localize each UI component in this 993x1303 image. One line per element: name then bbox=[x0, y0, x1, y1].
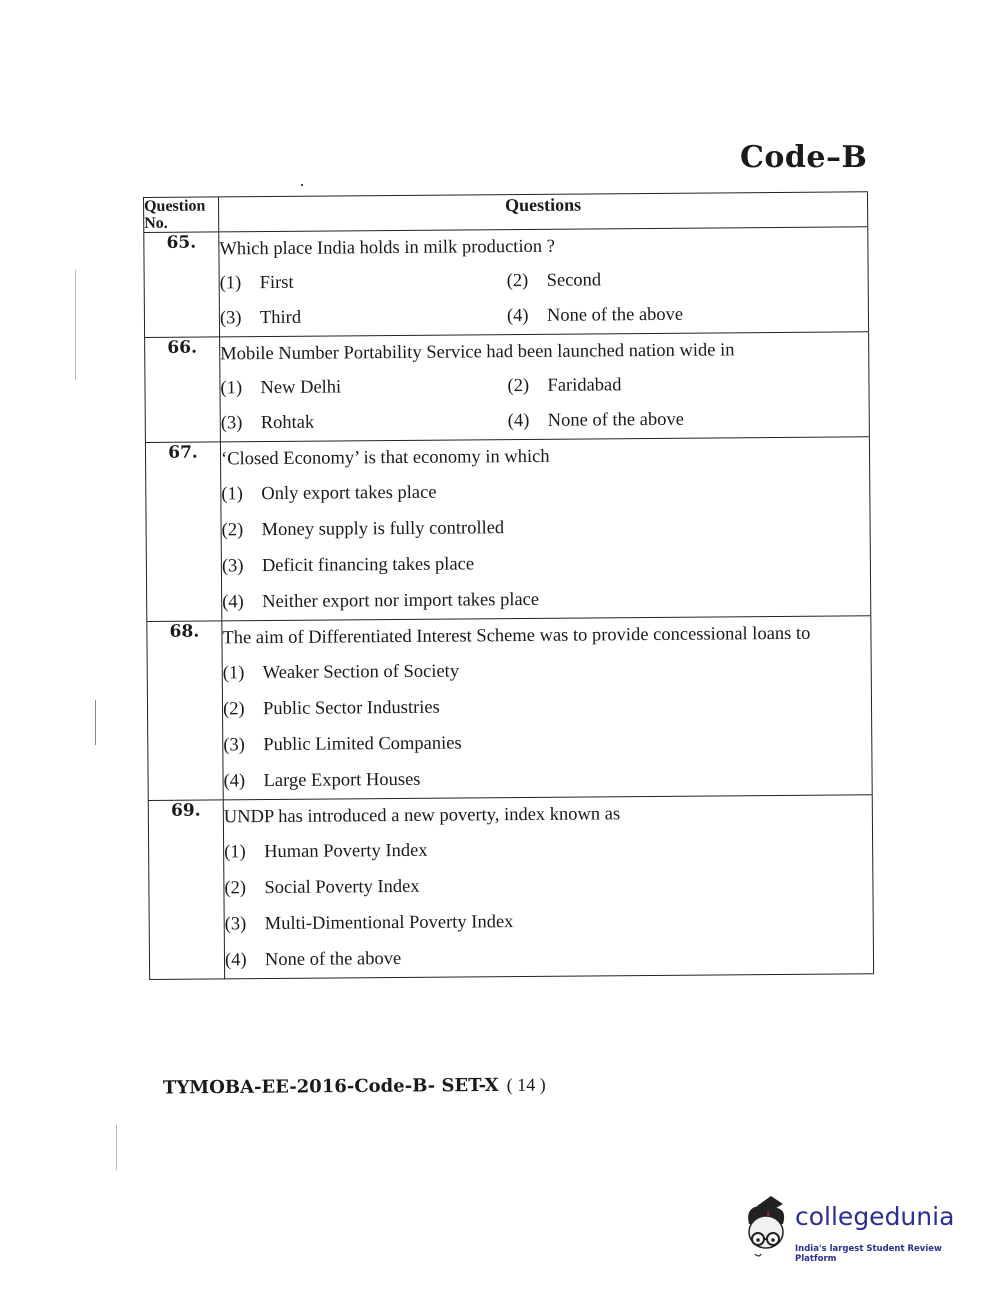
question-stem: Mobile Number Portability Service had been launched nation wide in bbox=[220, 340, 735, 365]
question-rows bbox=[144, 227, 874, 980]
question-body bbox=[219, 227, 869, 337]
option-text: Second bbox=[546, 270, 602, 291]
option-group bbox=[220, 366, 869, 441]
option-text: Social Poverty Index bbox=[264, 876, 420, 899]
question-number: 68. bbox=[147, 621, 223, 801]
option-text: Neither export nor import takes place bbox=[262, 589, 540, 613]
option-text: None of the above bbox=[546, 304, 684, 326]
question-row bbox=[148, 795, 873, 980]
answer-option bbox=[220, 264, 507, 301]
question-number: 66. bbox=[145, 337, 221, 443]
question-number: 69. bbox=[148, 800, 224, 980]
page-footer bbox=[163, 1074, 546, 1098]
question-body bbox=[222, 616, 872, 800]
option-number: (3) bbox=[223, 735, 245, 756]
answer-option bbox=[221, 404, 508, 441]
answer-option bbox=[225, 901, 873, 942]
question-sheet bbox=[143, 191, 874, 980]
answer-option bbox=[224, 865, 872, 906]
column-header-question-no: Question No. bbox=[144, 197, 219, 233]
scan-edge-mark bbox=[116, 1125, 117, 1170]
option-number: (3) bbox=[220, 413, 243, 434]
question-row bbox=[145, 437, 870, 622]
option-number: (4) bbox=[506, 305, 529, 327]
option-number: (2) bbox=[507, 375, 530, 397]
option-number: (4) bbox=[222, 592, 244, 613]
option-text: Human Poverty Index bbox=[264, 840, 428, 863]
option-text: Faridabad bbox=[547, 375, 622, 396]
brand-tagline: India's largest Student Review Platform bbox=[795, 1244, 942, 1264]
question-table bbox=[143, 191, 874, 980]
answer-option bbox=[507, 366, 868, 404]
answer-option bbox=[223, 650, 871, 691]
question-number: 65. bbox=[144, 232, 220, 338]
option-text: Public Limited Companies bbox=[263, 733, 462, 756]
option-text: Only export takes place bbox=[261, 482, 437, 505]
question-number: 67. bbox=[145, 442, 221, 622]
option-number: (3) bbox=[224, 914, 247, 935]
answer-option bbox=[221, 471, 869, 512]
scan-speck bbox=[301, 184, 303, 186]
answer-option bbox=[507, 261, 868, 299]
answer-option bbox=[220, 299, 507, 336]
option-number: (3) bbox=[219, 308, 242, 329]
scan-edge-mark bbox=[75, 270, 76, 380]
option-number: (4) bbox=[223, 771, 246, 792]
option-number: (1) bbox=[220, 378, 243, 399]
option-text: First bbox=[259, 272, 294, 294]
option-text: Public Sector Industries bbox=[262, 697, 440, 720]
option-number: (4) bbox=[224, 950, 247, 971]
answer-option bbox=[220, 369, 507, 406]
brand-name: collegedunia bbox=[795, 1202, 955, 1231]
option-text: Money supply is fully controlled bbox=[261, 518, 505, 541]
answer-option bbox=[221, 507, 869, 548]
option-number: (2) bbox=[506, 270, 529, 292]
answer-option bbox=[223, 686, 871, 727]
code-label: Code–B bbox=[740, 140, 868, 175]
answer-option bbox=[223, 722, 871, 763]
question-stem: The aim of Differentiated Interest Scheme was to provide concessional loans to bbox=[222, 623, 811, 649]
option-text: None of the above bbox=[547, 409, 684, 431]
answer-option bbox=[508, 401, 869, 439]
answer-option bbox=[222, 543, 870, 584]
paper-code: TYMOBA-EE-2016-Code-B- SET-X bbox=[162, 1074, 499, 1099]
option-text: None of the above bbox=[264, 948, 402, 971]
option-text: Weaker Section of Society bbox=[262, 661, 460, 684]
option-number: (2) bbox=[221, 520, 244, 541]
option-number: (2) bbox=[224, 878, 247, 899]
question-row bbox=[147, 616, 872, 801]
option-number: (1) bbox=[224, 842, 246, 863]
option-group bbox=[221, 471, 870, 620]
option-number: (4) bbox=[507, 410, 530, 432]
collegedunia-watermark bbox=[735, 1196, 960, 1266]
question-body bbox=[220, 332, 870, 442]
answer-option bbox=[225, 937, 873, 978]
question-stem: ‘Closed Economy’ is that economy in which bbox=[220, 446, 550, 470]
question-stem: Which place India holds in milk production ? bbox=[219, 236, 555, 260]
option-group bbox=[223, 650, 872, 799]
option-number: (1) bbox=[222, 663, 245, 684]
option-text: Large Export Houses bbox=[263, 769, 421, 792]
answer-option bbox=[507, 296, 868, 334]
question-body bbox=[220, 437, 870, 621]
answer-option bbox=[222, 579, 870, 620]
option-number: (3) bbox=[221, 556, 244, 577]
answer-option bbox=[224, 829, 872, 870]
option-text: Rohtak bbox=[260, 412, 315, 434]
column-header-questions: Questions bbox=[219, 192, 868, 232]
option-number: (1) bbox=[219, 273, 242, 294]
scan-edge-mark bbox=[95, 700, 96, 745]
option-text: Third bbox=[259, 307, 302, 329]
table-header-row bbox=[144, 192, 868, 233]
option-text: New Delhi bbox=[260, 377, 342, 399]
option-text: Multi-Dimentional Poverty Index bbox=[264, 912, 514, 935]
answer-option bbox=[223, 758, 871, 799]
question-row bbox=[145, 332, 870, 443]
question-stem: UNDP has introduced a new poverty, index known as bbox=[223, 804, 621, 828]
option-number: (1) bbox=[221, 484, 243, 505]
question-row bbox=[144, 227, 869, 338]
option-number: (2) bbox=[222, 699, 245, 720]
page-number: ( 14 ) bbox=[506, 1074, 546, 1095]
option-group bbox=[220, 261, 869, 336]
option-group bbox=[224, 829, 873, 978]
mascot-logo-icon bbox=[735, 1196, 795, 1258]
question-body bbox=[223, 795, 873, 979]
option-text: Deficit financing takes place bbox=[261, 554, 475, 577]
